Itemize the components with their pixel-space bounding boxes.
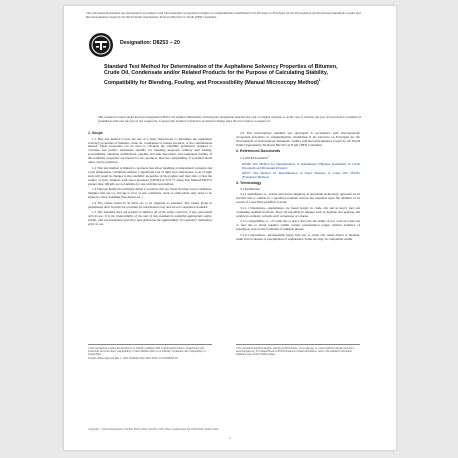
title-text: Standard Test Method for Determination of the Asphaltene Solvency Properties of Bitumen, Crude Oil, Condensate and/or Related Products for the Purpose of Calculating Stability, Compatibility for Blending, Fouling, and Processibility (Manual Microscopy Method) [104, 64, 338, 86]
title-footnote-mark: 1 [318, 77, 321, 82]
reference-d6377 [236, 172, 360, 180]
heading-scope: 1. Scope [88, 131, 103, 135]
designation: Designation: D8253 − 20 [120, 40, 180, 46]
page-number: 1 [229, 436, 231, 440]
reference-d6560 [236, 163, 360, 171]
paragraph-1-6: 1.6 This international standard was developed in accordance with internationally recognized principles on standardization established in the Decision on Principles for the Development of International Standards, Guides and Recommendations issued by the World Trade Organization Technical Barriers to Trade (TBT) Committee. [236, 131, 360, 147]
paragraph-3-1-1: 3.1.1 asphaltenes, n—(rarely used in the singular), in petroleum technology, represent an oil fraction that is soluble in a specified aromatic solvent but separates upon the addition of an excess of a specified paraffinic solvent. [236, 192, 360, 205]
reference-text-d6560: Test Method for Determination of Asphaltenes (Heptane Insolubles) in Crude Petroleum and Petroleum Products [242, 161, 360, 170]
reference-text-d6377: Test Method for Determination of Vapor Pressure of Crude Oil: VPCRx (Expansion Method) [242, 171, 360, 180]
footnote-mark-2: 2 [268, 155, 270, 159]
paragraph-2-1 [236, 155, 360, 161]
astm-logo-icon [88, 32, 114, 58]
paragraph-3-1-1-1: 3.1.1.1 Discussion—Asphaltenes are found largely in crude oils and in heavy fuel oils containing residual fractions. They are insoluble in alkanes such as heptane and pentane, but soluble in aromatic solvents such as benzene or toluene. [236, 205, 360, 218]
footnote-edition: Current edition approved May 1, 2020. Published May 2020. DOI: 10.1520/D8253-20. [88, 357, 179, 361]
paragraph-3-1: 3.1 Definitions: [240, 186, 261, 191]
standard-note: This standard is issued under the fixed designation D8253; the number immediately following the designation indicates the year of original adoption or, in the case of revision, the year of last revision. A number in parentheses indicates the year of last reapproval. A superscript epsilon (ε) indicates an editorial change since the last revision or reapproval. [98, 115, 362, 123]
document-page [64, 6, 396, 450]
heading-referenced-documents: 2. Referenced Documents [236, 148, 281, 153]
heading-terminology: 3. Terminology [236, 181, 262, 186]
reference-link-d6377[interactable]: D6377 [242, 171, 251, 176]
reference-link-d6560[interactable]: D6560 [242, 161, 251, 166]
paragraph-1-2: 1.2 This test method is limited to products that allow handling at atmospheric pressure and room temperature conditions without a significant loss of light end components. Loss of light ends will result in changes in the solubility properties of the product and may alter or bias the results, or both. Samples with vapor pressures (VPCR4 at 37.8 °C using Test Method D6377) greater than 100 kPa are not suitable for use with this test method. [88, 165, 212, 186]
copyright-line: Copyright © ASTM International, 100 Barr Harbor Drive, PO Box C700, West Conshohocken, PA 19428-2959. United States [88, 428, 219, 431]
footnote-2: 2 For referenced ASTM standards, visit the ASTM website, www.astm.org, or contact ASTM Customer Service at service@astm.org. For Annual Book of ASTM Standards volume information, refer to the standard's Document Summary page on the ASTM website. [236, 347, 355, 357]
notice-text: This international standard was developed in accordance with internationally recognized principles on standardization established in the Decision on Principles for the Development of International Standards, Guides and Recommendations issued by the World Trade Organization Technical Barriers to Trade (TBT) Committee. [86, 11, 361, 19]
astm-standards-label: 2.1 ASTM Standards: [240, 156, 269, 161]
paragraph-1-1: 1.1 This test method covers the use of a basic microscope to determine the asphaltene solvency properties of bitumen, crude oil, condensate or related products, or the combinations thereof. These properties can be used to calculate the solubility parameters required to calculate and predict asphaltene stability for blending purposes, refinery unit fouling, processibility, emulsion stabilization, pipeline and tank deposition, and equipment fouling. If the solubility properties are known for two products, then the compatibility of potential blend ratios can be predicted. [88, 136, 212, 165]
right-column [236, 132, 360, 243]
footnotes-right [236, 344, 360, 357]
paragraph-3-1-2-1: 3.1.2.1 Discussion—Incompatible heavy fuel oils or crude oils, when mixed or blended, result in flocculation or precipitation of asphaltenes. Some oils may be compatible within [236, 232, 360, 241]
paragraph-1-4: 1.4 The values stated in SI units are to be regarded as standard. The values given in parentheses after SI units are provided for information only and are not considered standard. [88, 200, 212, 209]
paragraph-3-1-2: 3.1.2 compatibility, n—of crude oils or heavy fuel oils, the ability of two or more crude oils or fuel oils to blend together within certain concentration ranges without evidence of separation, such as the formation of multiple phases. [236, 219, 360, 232]
left-column [88, 132, 212, 229]
document-title [104, 64, 350, 86]
footnotes-left [88, 344, 212, 361]
footnote-1: 1 This test method is under the jurisdiction of ASTM Committee D02 on Petroleum Products, Liquid Fuels, and Lubricants and is the direct responsibility of Subcommittee D02.14 on Stability, Cleanliness and Compatibility of Liquid Fuels. [88, 347, 206, 357]
paragraph-1-3: 1.3 This test method is primarily suited to products that are freely flowing at test conditions. Samples that are too viscous to flow at test conditions, such as semi-solids, may need to be heated to allow handling (See Annex A1.) [88, 187, 212, 200]
paragraph-1-5: 1.5 This standard does not purport to address all of the safety concerns, if any, associated with its use. It is the responsibility of the user of this standard to establish appropriate safety, health, and environmental practices and determine the applicability of regulatory limitations prior to use. [88, 210, 212, 226]
